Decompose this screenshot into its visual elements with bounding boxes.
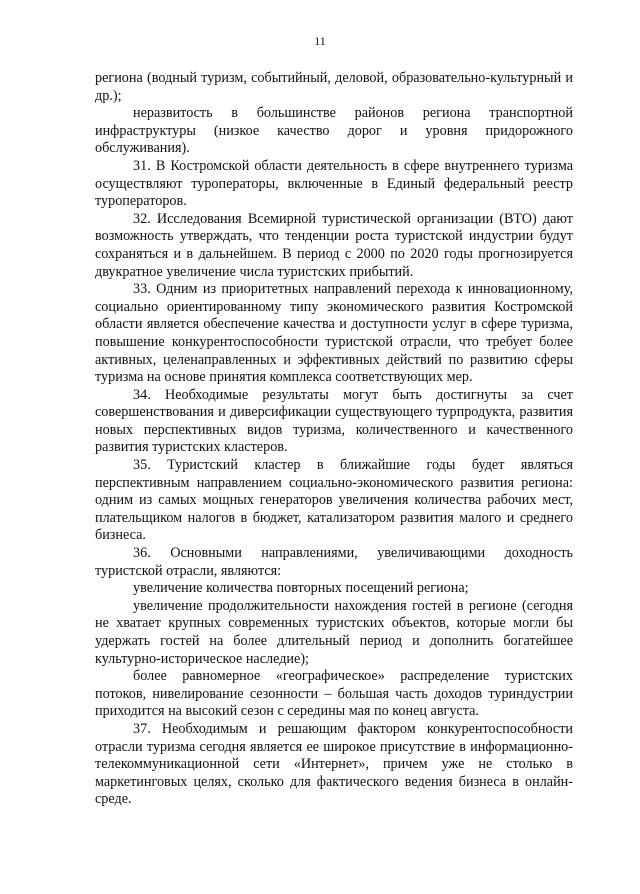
paragraph-34: 34. Необходимые результаты могут быть достигнуты за счет совершенствования и диверсификации существующего турпродукта, развития новых перспективных видов туризма, количественного и качественного развития туристских кластеров.	[95, 386, 573, 456]
document-body	[95, 70, 573, 809]
paragraph-33: 33. Одним из приоритетных направлений перехода к инновационному, социально ориентированному типу экономического развития Костромской области является обеспечение качества и доступности услуг в сфере туризма, повышение конкурентоспособности туристской отрасли, что требует более активных, целенаправленных и эффективных действий по развитию сферы туризма на основе принятия комплекса соответствующих мер.	[95, 281, 573, 386]
list-item: увеличение количества повторных посещений региона;	[133, 580, 469, 597]
list-item: более равномерное «географическое» распределение туристских потоков, нивелирование сезонности – большая часть доходов туриндустрии приходится на высокий сезон с середины мая по конец августа.	[95, 668, 573, 720]
list-item: увеличение продолжительности нахождения гостей в регионе (сегодня не хватает крупных современных туристских объектов, которые могли бы удержать гостей на более длительный период и дополнить богатейшее культурно-историческое наследие);	[95, 597, 573, 667]
page-number: 11	[314, 34, 326, 48]
paragraph: неразвитость в большинстве районов региона транспортной инфраструктуры (низкое качество дорог и уровня придорожного обслуживания).	[95, 105, 573, 157]
paragraph-31: 31. В Костромской области деятельность в сфере внутреннего туризма осуществляют туроператоры, включенные в Единый федеральный реестр туроператоров.	[95, 157, 573, 210]
paragraph-35: 35. Туристский кластер в ближайшие годы будет являться перспективным направлением социально-экономического развития региона: одним из самых мощных генераторов увеличения количества рабочих мест, плательщиком налогов в бюджет, катализатором развития малого и среднего бизнеса.	[95, 457, 573, 544]
paragraph-36: 36. Основными направлениями, увеличивающими доходность туристской отрасли, являются:	[95, 545, 573, 579]
paragraph-37: 37. Необходимым и решающим фактором конкурентоспособности отрасли туризма сегодня является ее широкое присутствие в информационно-телекоммуникационной сети «Интернет», причем уже не столько в маркетинговых целях, сколько для фактического ведения бизнеса в онлайн-среде.	[95, 720, 573, 808]
paragraph-continuation: региона (водный туризм, событийный, деловой, образовательно-культурный и др.);	[95, 70, 573, 104]
paragraph-32: 32. Исследования Всемирной туристической организации (ВТО) дают возможность утверждать, что тенденции роста туристской индустрии будут сохраняться и в дальнейшем. В период с 2000 по 2020 годы прогнозируется двукратное увеличение числа туристских прибытий.	[95, 210, 573, 280]
